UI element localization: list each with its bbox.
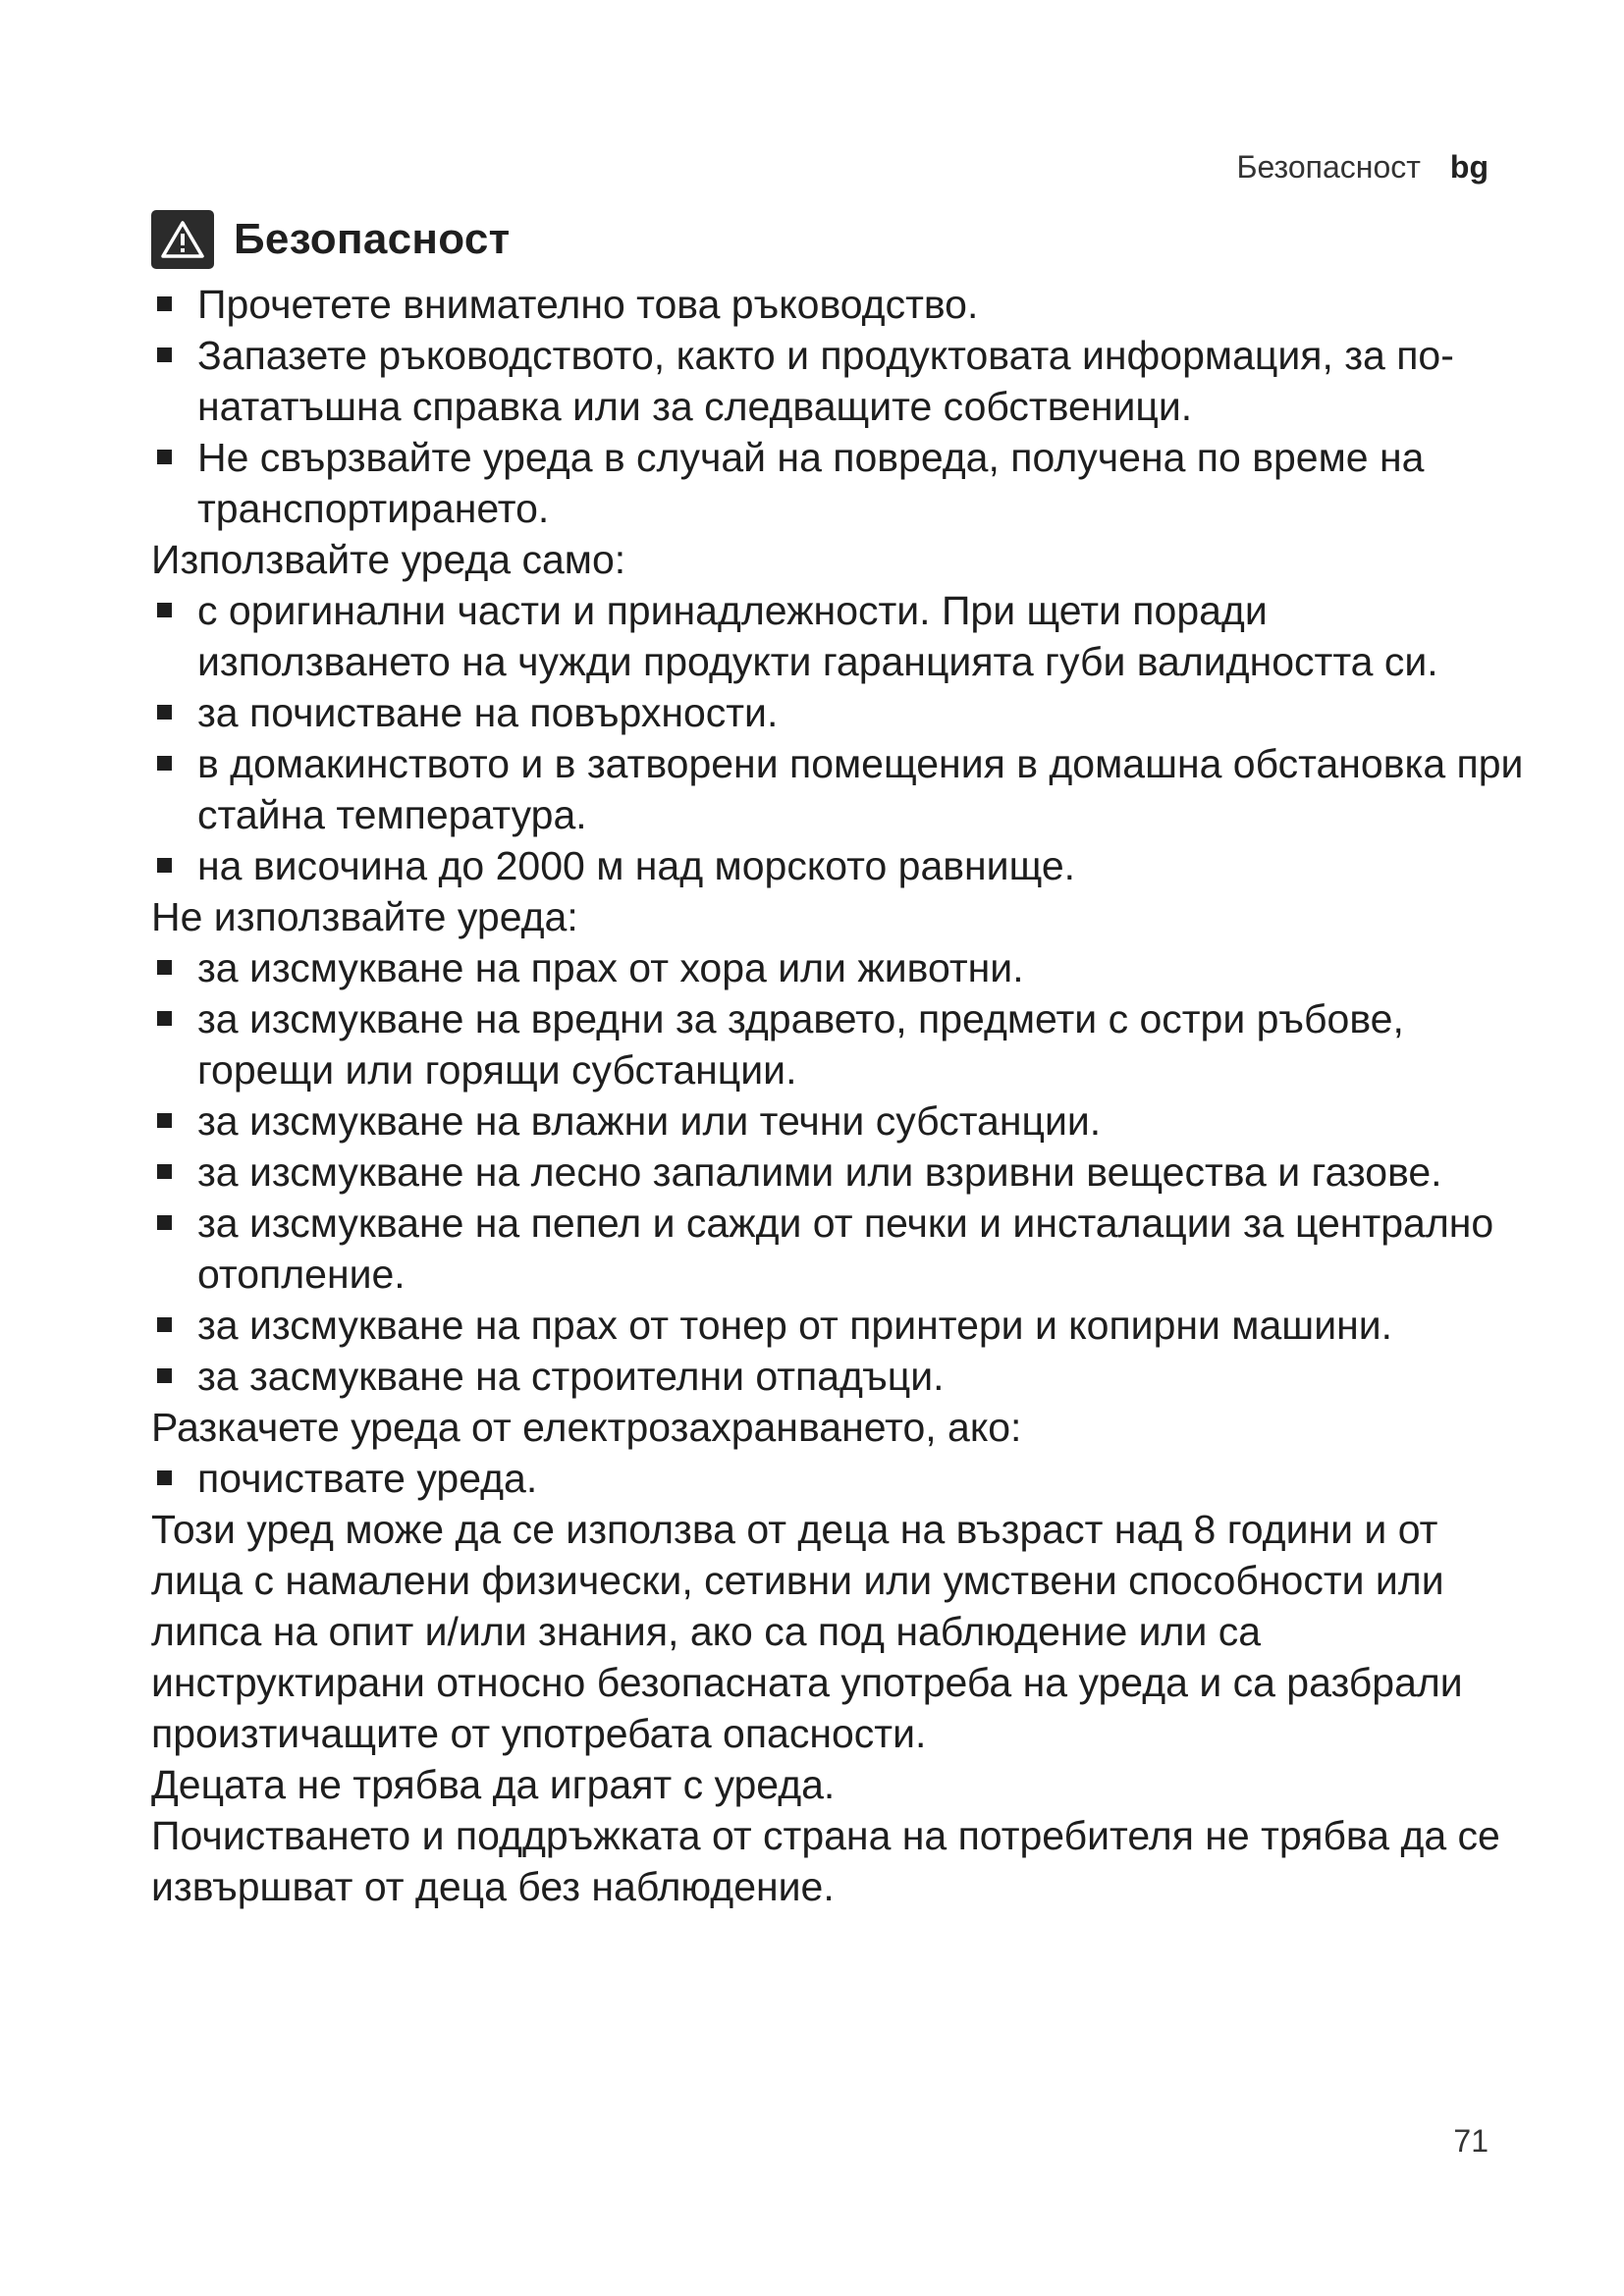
bullet-square-icon (157, 756, 172, 771)
bullet-square-icon (157, 1164, 172, 1179)
list-item-text: за изсмукване на вредни за здравето, предмети с остри ръбове, горещи или горящи субстанции. (197, 996, 1404, 1093)
list-item (151, 432, 1526, 534)
list-item-text: за изсмукване на прах от хора или животни. (197, 945, 1024, 990)
bullet-square-icon (157, 1470, 172, 1485)
list-item-text: за почистване на повърхности. (197, 690, 779, 735)
dont-use-intro: Не използвайте уреда: (151, 894, 578, 939)
general-instructions-list (151, 279, 1526, 534)
list-item-text: за изсмукване на пепел и сажди от печки и инсталации за централно отопление. (197, 1201, 1494, 1297)
list-item (151, 840, 1526, 891)
permitted-use-list (151, 585, 1526, 891)
list-item-text: Прочетете внимателно това ръководство. (197, 282, 979, 327)
list-item (151, 993, 1526, 1095)
list-item (151, 1300, 1526, 1351)
bullet-square-icon (157, 1317, 172, 1332)
bullet-square-icon (157, 1113, 172, 1128)
list-item (151, 687, 1526, 738)
unplug-list (151, 1453, 1526, 1504)
cleaning-paragraph: Почистването и поддръжката от страна на потребителя не трябва да се извършват от деца без наблюдение. (151, 1813, 1500, 1909)
bullet-square-icon (157, 858, 172, 873)
page-content (151, 210, 1526, 1912)
bullet-square-icon (157, 603, 172, 617)
list-item (151, 1198, 1526, 1300)
section-heading (151, 210, 1526, 269)
list-item-text: за изсмукване на прах от тонер от принтери и копирни машини. (197, 1303, 1393, 1348)
running-header (1236, 149, 1489, 186)
list-item-text: за засмукване на строителни отпадъци. (197, 1354, 945, 1399)
list-item-text: Запазете ръководството, както и продуктовата информация, за по-нататъшна справка или за следващите собственици. (197, 333, 1454, 429)
list-item-text: в домакинството и в затворени помещения в домашна обстановка при стайна температура. (197, 741, 1524, 837)
list-item (151, 279, 1526, 330)
list-item-text: Не свързвайте уреда в случай на повреда, получена по време на транспортирането. (197, 435, 1425, 531)
list-item (151, 738, 1526, 840)
unplug-intro: Разкачете уреда от електрозахранването, ако: (151, 1405, 1022, 1450)
list-item-text: за изсмукване на влажни или течни субстанции. (197, 1098, 1102, 1144)
children-play-paragraph: Децата не трябва да играят с уреда. (151, 1762, 836, 1807)
list-item-text: на височина до 2000 м над морското равнище. (197, 843, 1076, 888)
list-item (151, 1147, 1526, 1198)
list-item-text: с оригинални части и принадлежности. При щети поради използването на чужди продукти гаранцията губи валидността си. (197, 588, 1438, 684)
bullet-square-icon (157, 296, 172, 311)
use-intro: Използвайте уреда само: (151, 537, 626, 582)
children-usage-paragraph: Този уред може да се използва от деца на възраст над 8 години и от лица с намалени физически, сетивни или умствени способности или липса на опит и/или знания, ако са под наблюдение или са инструктирани относно безопасната употреба на уреда и са разбрали произтичащите от употребата опасности. (151, 1507, 1463, 1756)
bullet-square-icon (157, 347, 172, 362)
bullet-square-icon (157, 1011, 172, 1026)
header-section-title: Безопасност (1236, 149, 1421, 185)
list-item (151, 330, 1526, 432)
prohibited-use-list (151, 942, 1526, 1402)
list-item-text: за изсмукване на лесно запалими или взривни вещества и газове. (197, 1149, 1442, 1195)
header-language-code: bg (1449, 149, 1489, 185)
bullet-square-icon (157, 1215, 172, 1230)
list-item (151, 1351, 1526, 1402)
list-item (151, 942, 1526, 993)
bullet-square-icon (157, 705, 172, 720)
list-item-text: почиствате уреда. (197, 1456, 538, 1501)
page-title: Безопасност (234, 215, 511, 263)
bullet-square-icon (157, 1368, 172, 1383)
list-item (151, 585, 1526, 687)
bullet-square-icon (157, 960, 172, 975)
page-number: 71 (1453, 2123, 1489, 2159)
list-item (151, 1095, 1526, 1147)
warning-triangle-icon (151, 210, 214, 269)
bullet-square-icon (157, 450, 172, 464)
list-item (151, 1453, 1526, 1504)
